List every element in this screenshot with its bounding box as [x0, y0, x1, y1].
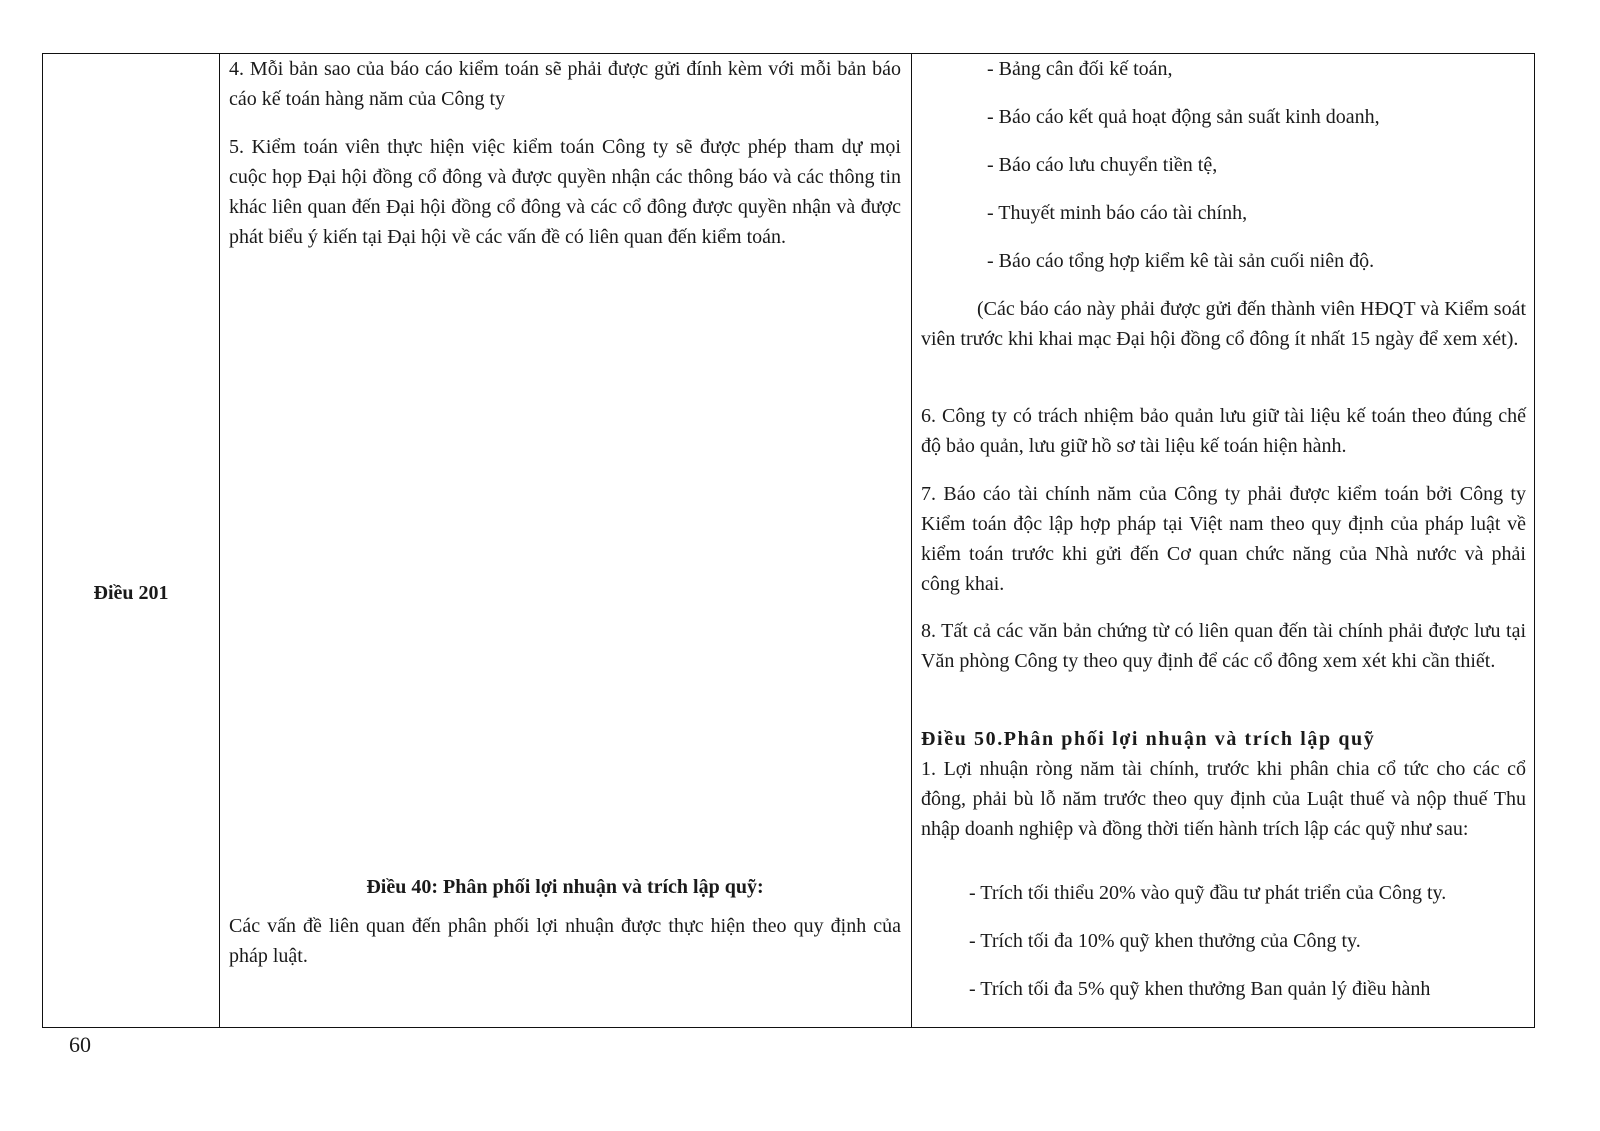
column-divider-right [911, 54, 912, 1027]
column-divider-left [219, 54, 220, 1027]
current-provision-column [229, 54, 901, 1027]
document-table [42, 53, 1535, 1028]
article-40-text: Các vấn đề liên quan đến phân phối lợi nhuận được thực hiện theo quy định của pháp luật. [229, 915, 901, 967]
article-40-heading: Điều 40: Phân phối lợi nhuận và trích lập quỹ: [366, 876, 764, 898]
clause-4: 4. Mỗi bản sao của báo cáo kiểm toán sẽ phải được gửi đính kèm với mỗi bản báo cáo kế toán hàng năm của Công ty [229, 58, 901, 110]
page-number: 60 [69, 1032, 91, 1057]
clause-7: 7. Báo cáo tài chính năm của Công ty phải được kiểm toán bởi Công ty Kiểm toán độc lập hợp pháp tại Việt nam theo quy định của pháp luật về kiểm toán trước khi gửi đến Cơ quan chức năng của Nhà nước và phải công khai. [921, 483, 1526, 595]
reports-note: (Các báo cáo này phải được gửi đến thành viên HĐQT và Kiểm soát viên trước khi khai mạc Đại hội đồng cổ đông ít nhất 15 ngày để xem xét). [921, 298, 1526, 350]
report-item: - Thuyết minh báo cáo tài chính, [987, 202, 1248, 224]
report-item: - Báo cáo tổng hợp kiểm kê tài sản cuối niên độ. [987, 250, 1375, 272]
report-item: - Báo cáo kết quả hoạt động sản suất kinh doanh, [987, 106, 1380, 128]
report-item: - Bảng cân đối kế toán, [987, 58, 1173, 80]
report-item: - Báo cáo lưu chuyển tiền tệ, [987, 154, 1218, 176]
article-50-clause-1: 1. Lợi nhuận ròng năm tài chính, trước khi phân chia cổ tức cho các cổ đông, phải bù lỗ năm trước theo quy định của Luật thuế và nộp thuế Thu nhập doanh nghiệp và đồng thời tiến hành trích lập các quỹ như sau: [921, 758, 1526, 840]
clause-8: 8. Tất cả các văn bản chứng từ có liên quan đến tài chính phải được lưu tại Văn phòng Công ty theo quy định để các cổ đông xem xét khi cần thiết. [921, 620, 1526, 672]
fund-item: - Trích tối thiểu 20% vào quỹ đầu tư phát triển của Công ty. [969, 882, 1447, 904]
fund-item: - Trích tối đa 10% quỹ khen thưởng của Công ty. [969, 930, 1361, 952]
fund-item: - Trích tối đa 5% quỹ khen thưởng Ban quản lý điều hành [969, 978, 1431, 1000]
clause-5: 5. Kiểm toán viên thực hiện việc kiểm toán Công ty sẽ được phép tham dự mọi cuộc họp Đại hội đồng cổ đông và được quyền nhận các thông báo và các thông tin khác liên quan đến Đại hội đồng cổ đông và các cổ đông được quyền nhận và được phát biểu ý kiến tại Đại hội về các vấn đề có liên quan đến kiểm toán. [229, 136, 901, 248]
article-50-heading: Điều 50.Phân phối lợi nhuận và trích lập quỹ [921, 728, 1376, 750]
article-label: Điều 201 [93, 582, 169, 604]
clause-6: 6. Công ty có trách nhiệm bảo quản lưu giữ tài liệu kế toán theo đúng chế độ bảo quản, lưu giữ hồ sơ tài liệu kế toán hiện hành. [921, 405, 1526, 457]
amended-provision-column [921, 54, 1526, 1027]
